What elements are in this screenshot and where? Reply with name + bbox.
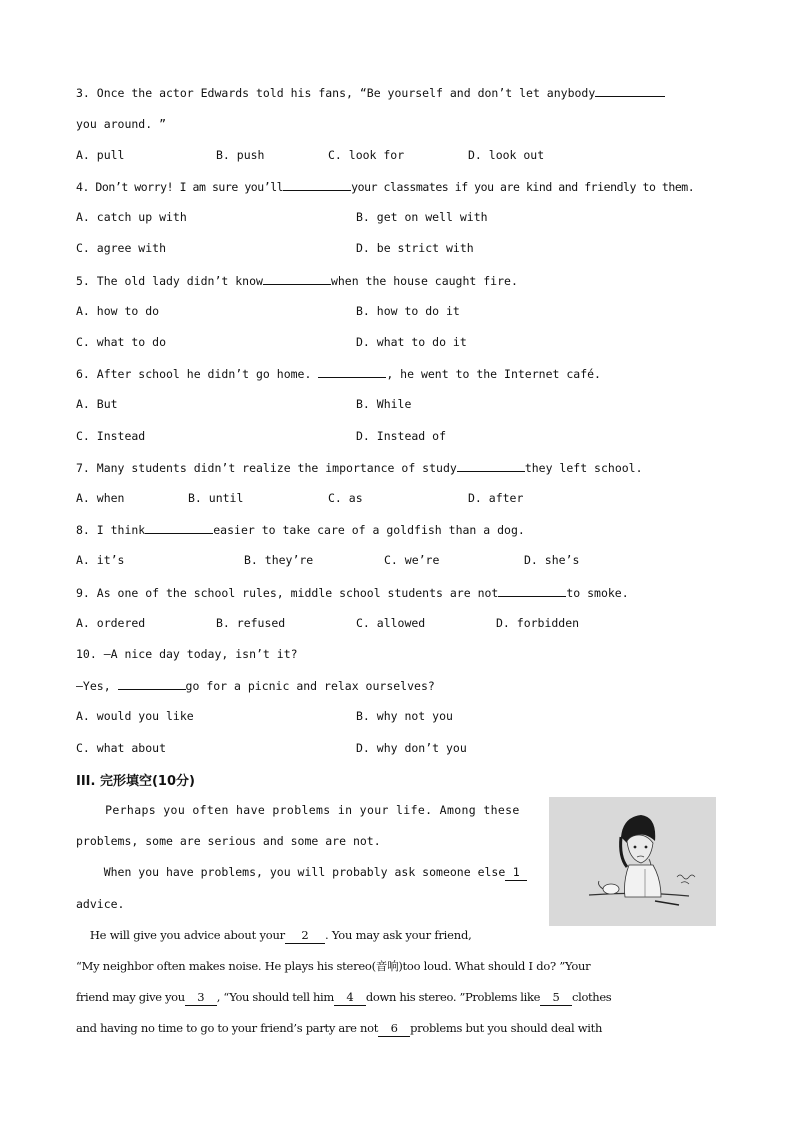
question-text-post: they left school. — [524, 461, 643, 475]
passage-line: “My neighbor often makes noise. He plays his stereo(音响)too loud. What should I do? ”Your — [76, 959, 591, 973]
thinking-girl-illustration — [549, 797, 716, 926]
option-b: B. they’re — [244, 553, 314, 567]
option-a: A. how to do — [76, 304, 160, 318]
question-3-cont: you around. ” — [76, 117, 167, 131]
question-text-post: go for a picnic and relax ourselves? — [185, 679, 435, 693]
question-3 — [76, 84, 665, 101]
option-b: B. until — [188, 491, 244, 505]
cloze-blank-2: 2 — [285, 927, 325, 944]
question-10-reply — [76, 677, 435, 694]
passage-line — [76, 864, 527, 881]
passage-line: problems, some are serious and some are not. — [76, 834, 381, 848]
cloze-blank-1: 1 — [505, 864, 527, 881]
question-text: 3. Once the actor Edwards told his fans, “Be yourself and don’t let anybody — [76, 86, 596, 100]
answer-blank — [263, 272, 331, 285]
question-4 — [76, 178, 694, 195]
option-a: A. when — [76, 491, 125, 505]
question-10: 10. —A nice day today, isn’t it? — [76, 647, 298, 661]
option-c: C. what to do — [76, 335, 167, 349]
question-9 — [76, 584, 629, 601]
answer-blank — [595, 84, 665, 97]
passage-text: , “You should tell him — [216, 990, 334, 1004]
option-c: C. Instead — [76, 429, 146, 443]
cloze-blank-4: 4 — [334, 989, 366, 1006]
girl-drawing-icon — [549, 797, 716, 926]
passage-text: When you have problems, you will probably ask someone else — [76, 865, 506, 879]
question-text: 6. After school he didn’t go home. — [76, 367, 319, 381]
option-c: C. look for — [328, 148, 405, 162]
passage-line — [76, 989, 611, 1006]
question-text-post: easier to take care of a goldfish than a dog. — [213, 523, 525, 537]
passage-line: Perhaps you often have problems in your life. Among these — [76, 803, 520, 817]
option-b: B. push — [216, 148, 265, 162]
question-text-post: when the house caught fire. — [330, 274, 518, 288]
passage-text: and having no time to go to your friend’s party are not — [76, 1021, 379, 1035]
section-title: III. 完形填空(10分) — [76, 774, 195, 789]
passage-text: . You may ask your friend, — [324, 928, 472, 942]
question-text: 9. As one of the school rules, middle school students are not — [76, 586, 499, 600]
passage-line — [76, 1020, 602, 1037]
option-a: A. But — [76, 397, 118, 411]
option-d: D. look out — [468, 148, 545, 162]
option-a: A. ordered — [76, 616, 146, 630]
question-text: 8. I think — [76, 523, 146, 537]
option-d: D. be strict with — [356, 241, 474, 255]
option-a: A. catch up with — [76, 210, 187, 224]
option-c: C. we’re — [384, 553, 440, 567]
passage-line: advice. — [76, 897, 125, 911]
answer-blank — [118, 677, 186, 690]
cloze-blank-3: 3 — [185, 989, 217, 1006]
option-a: A. pull — [76, 148, 125, 162]
option-a: A. it’s — [76, 553, 125, 567]
passage-text: friend may give you — [76, 990, 185, 1004]
question-8 — [76, 521, 525, 538]
answer-blank — [457, 459, 525, 472]
option-b: B. While — [356, 397, 412, 411]
question-6 — [76, 365, 601, 382]
option-c: C. agree with — [76, 241, 167, 255]
passage-text: He will give you advice about your — [76, 928, 285, 942]
option-d: D. after — [468, 491, 524, 505]
question-text: 4. Don’t worry! I am sure you’ll — [76, 180, 284, 194]
option-d: D. Instead of — [356, 429, 447, 443]
question-7 — [76, 459, 643, 476]
answer-blank — [498, 584, 566, 597]
question-text: —Yes, — [76, 679, 118, 693]
passage-text: problems but you should deal with — [410, 1021, 603, 1035]
option-d: D. why don’t you — [356, 741, 467, 755]
option-d: D. she’s — [524, 553, 580, 567]
passage-text: down his stereo. ”Problems like — [365, 990, 541, 1004]
question-text-post: , he went to the Internet café. — [386, 367, 601, 381]
cloze-blank-5: 5 — [540, 989, 572, 1006]
option-c: C. allowed — [356, 616, 426, 630]
option-d: D. forbidden — [496, 616, 580, 630]
option-b: B. get on well with — [356, 210, 488, 224]
question-text: 5. The old lady didn’t know — [76, 274, 263, 288]
passage-line — [76, 927, 472, 944]
option-c: C. as — [328, 491, 363, 505]
option-d: D. what to do it — [356, 335, 467, 349]
option-c: C. what about — [76, 741, 167, 755]
answer-blank — [145, 521, 213, 534]
question-text: 7. Many students didn’t realize the importance of study — [76, 461, 457, 475]
option-b: B. refused — [216, 616, 286, 630]
option-b: B. how to do it — [356, 304, 460, 318]
option-b: B. why not you — [356, 709, 453, 723]
answer-blank — [318, 365, 386, 378]
cloze-blank-6: 6 — [378, 1020, 410, 1037]
option-a: A. would you like — [76, 709, 194, 723]
question-5 — [76, 272, 518, 289]
question-text-post: your classmates if you are kind and friendly to them. — [351, 180, 695, 194]
answer-blank — [283, 178, 351, 191]
passage-text: clothes — [572, 990, 612, 1004]
question-text-post: to smoke. — [566, 586, 629, 600]
